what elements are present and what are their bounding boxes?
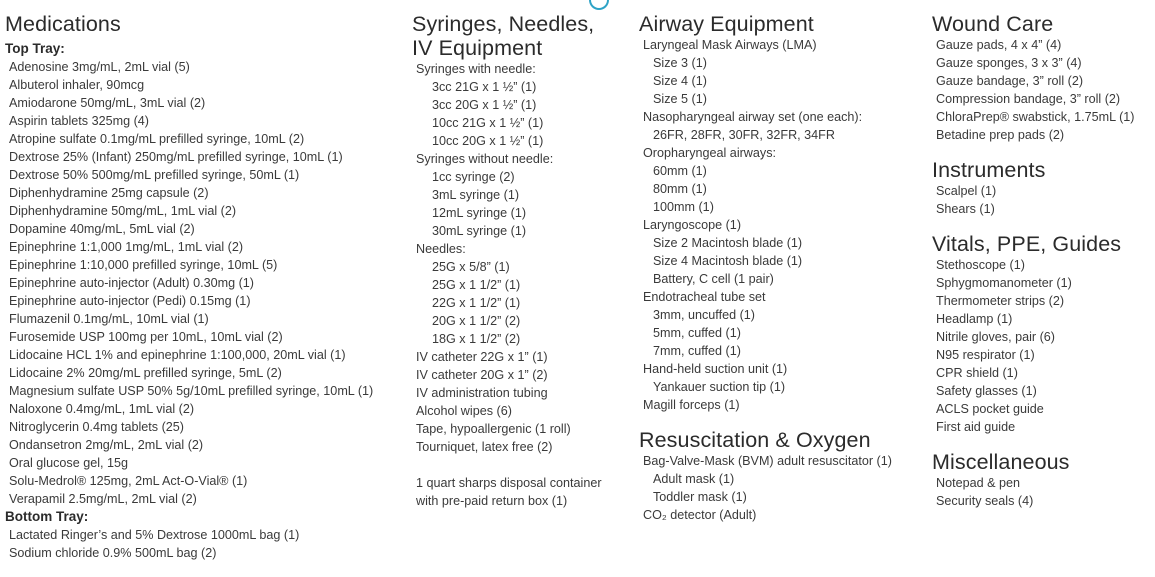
wound-care-column: [932, 12, 1152, 510]
list-item: Lactated Ringer’s and 5% Dextrose 1000mL bag (1): [9, 528, 300, 542]
list-item: Tape, hypoallergenic (1 roll): [416, 422, 571, 436]
list-item: Sodium chloride 0.9% 500mL bag (2): [9, 546, 217, 560]
list-item: CPR shield (1): [936, 366, 1018, 380]
list-item: 3mm, uncuffed (1): [653, 308, 755, 322]
list-item: Shears (1): [936, 202, 995, 216]
list-item: First aid guide: [936, 420, 1016, 434]
nasopharyngeal-label: Nasopharyngeal airway set (one each):: [643, 110, 863, 124]
wound-care-list: [932, 36, 1152, 144]
list-item: Size 4 (1): [653, 74, 707, 88]
list-item: Size 4 Macintosh blade (1): [653, 254, 803, 268]
list-item: 18G x 1 1/2” (2): [432, 332, 521, 346]
list-item: Gauze pads, 4 x 4” (4): [936, 38, 1062, 52]
syringes-list: [412, 60, 632, 456]
list-item: Toddler mask (1): [653, 490, 747, 504]
co2-detector-item: CO₂ detector (Adult): [643, 508, 757, 522]
list-item: Flumazenil 0.1mg/mL, 10mL vial (1): [9, 312, 209, 326]
list-item: Oral glucose gel, 15g: [9, 456, 129, 470]
list-item: Stethoscope (1): [936, 258, 1025, 272]
list-item: IV catheter 20G x 1” (2): [416, 368, 548, 382]
resuscitation-list: [639, 452, 929, 524]
list-item: Gauze bandage, 3” roll (2): [936, 74, 1084, 88]
list-item: 12mL syringe (1): [432, 206, 527, 220]
list-item: Safety glasses (1): [936, 384, 1037, 398]
list-item: 60mm (1): [653, 164, 707, 178]
list-item: Notepad & pen: [936, 476, 1021, 490]
list-item: Yankauer suction tip (1): [653, 380, 786, 394]
airway-list: [639, 36, 929, 414]
list-item: Solu-Medrol® 125mg, 2mL Act-O-Vial® (1): [9, 474, 248, 488]
misc-heading: Miscellaneous: [932, 450, 1070, 474]
medications-column: [5, 12, 405, 562]
list-item: Aspirin tablets 325mg (4): [9, 114, 149, 128]
list-item: Albuterol inhaler, 90mcg: [9, 78, 145, 92]
list-item: 25G x 5/8” (1): [432, 260, 510, 274]
top-tray-label: Top Tray:: [5, 41, 65, 56]
list-item: Epinephrine 1:1,000 1mg/mL, 1mL vial (2): [9, 240, 244, 254]
list-item: ACLS pocket guide: [936, 402, 1044, 416]
list-item: Nitroglycerin 0.4mg tablets (25): [9, 420, 184, 434]
top-tray-list: [5, 58, 405, 508]
vitals-heading: Vitals, PPE, Guides: [932, 232, 1122, 256]
list-item: Dextrose 25% (Infant) 250mg/mL prefilled syringe, 10mL (1): [9, 150, 343, 164]
list-item: 20G x 1 1/2” (2): [432, 314, 521, 328]
list-item: Tourniquet, latex free (2): [416, 440, 553, 454]
misc-list: [932, 474, 1152, 510]
list-item: Dextrose 50% 500mg/mL prefilled syringe, 50mL (1): [9, 168, 300, 182]
list-item: 80mm (1): [653, 182, 707, 196]
list-item: 10cc 21G x 1 ½” (1): [432, 116, 544, 130]
list-item: Security seals (4): [936, 494, 1034, 508]
sharps-line-1: 1 quart sharps disposal container: [416, 476, 602, 490]
list-item: 1cc syringe (2): [432, 170, 515, 184]
list-item: Size 2 Macintosh blade (1): [653, 236, 803, 250]
list-item: 100mm (1): [653, 200, 714, 214]
list-item: Betadine prep pads (2): [936, 128, 1065, 142]
laryngoscope-label: Laryngoscope (1): [643, 218, 742, 232]
bottom-tray-list: [5, 526, 405, 562]
syringes-column: [412, 12, 632, 510]
list-item: Sphygmomanometer (1): [936, 276, 1072, 290]
list-item: Furosemide USP 100mg per 10mL, 10mL vial (2): [9, 330, 283, 344]
list-item: IV catheter 22G x 1” (1): [416, 350, 548, 364]
airway-column: [639, 12, 929, 524]
list-item: Verapamil 2.5mg/mL, 2mL vial (2): [9, 492, 197, 506]
list-item: 30mL syringe (1): [432, 224, 527, 238]
list-item: 3mL syringe (1): [432, 188, 520, 202]
lma-label: Laryngeal Mask Airways (LMA): [643, 38, 817, 52]
list-item: Epinephrine auto-injector (Adult) 0.30mg (1): [9, 276, 255, 290]
list-item: ChloraPrep® swabstick, 1.75mL (1): [936, 110, 1135, 124]
list-item: 25G x 1 1/2” (1): [432, 278, 521, 292]
list-item: Adult mask (1): [653, 472, 735, 486]
list-item: Naloxone 0.4mg/mL, 1mL vial (2): [9, 402, 195, 416]
list-item: 22G x 1 1/2” (1): [432, 296, 521, 310]
list-item: 10cc 20G x 1 ½” (1): [432, 134, 544, 148]
title-fragment-decoration: [589, 0, 609, 10]
bottom-tray-label: Bottom Tray:: [5, 509, 89, 524]
list-item: N95 respirator (1): [936, 348, 1035, 362]
list-item: Battery, C cell (1 pair): [653, 272, 774, 286]
resuscitation-heading: Resuscitation & Oxygen: [639, 428, 871, 452]
endotracheal-label: Endotracheal tube set: [643, 290, 766, 304]
magill-item: Magill forceps (1): [643, 398, 740, 412]
list-item: 26FR, 28FR, 30FR, 32FR, 34FR: [653, 128, 835, 142]
list-item: Diphenhydramine 25mg capsule (2): [9, 186, 209, 200]
list-item: Lidocaine HCL 1% and epinephrine 1:100,000, 20mL vial (1): [9, 348, 346, 362]
list-item: Lidocaine 2% 20mg/mL prefilled syringe, 5mL (2): [9, 366, 282, 380]
instruments-list: [932, 182, 1152, 218]
list-item: Scalpel (1): [936, 184, 997, 198]
list-item: Amiodarone 50mg/mL, 3mL vial (2): [9, 96, 206, 110]
bvm-label: Bag-Valve-Mask (BVM) adult resuscitator (1): [643, 454, 892, 468]
list-item: Epinephrine auto-injector (Pedi) 0.15mg (1): [9, 294, 251, 308]
list-item: Ondansetron 2mg/mL, 2mL vial (2): [9, 438, 204, 452]
instruments-heading: Instruments: [932, 158, 1046, 182]
list-item: Magnesium sulfate USP 50% 5g/10mL prefilled syringe, 10mL (1): [9, 384, 374, 398]
medications-heading: Medications: [5, 12, 121, 36]
list-item: 7mm, cuffed (1): [653, 344, 741, 358]
oropharyngeal-label: Oropharyngeal airways:: [643, 146, 776, 160]
list-item: Adenosine 3mg/mL, 2mL vial (5): [9, 60, 190, 74]
suction-label: Hand-held suction unit (1): [643, 362, 788, 376]
list-item: Size 5 (1): [653, 92, 707, 106]
sharps-line-2: with pre-paid return box (1): [416, 494, 568, 508]
syringes-heading-line1: Syringes, Needles,: [412, 12, 595, 36]
syringes-heading-line2: IV Equipment: [412, 36, 543, 60]
vitals-list: [932, 256, 1152, 436]
list-item: Gauze sponges, 3 x 3” (4): [936, 56, 1082, 70]
list-item: Compression bandage, 3” roll (2): [936, 92, 1121, 106]
list-item: Dopamine 40mg/mL, 5mL vial (2): [9, 222, 195, 236]
airway-heading: Airway Equipment: [639, 12, 814, 36]
list-item: 3cc 21G x 1 ½” (1): [432, 80, 537, 94]
list-item: Alcohol wipes (6): [416, 404, 512, 418]
syringes-with-needle-label: Syringes with needle:: [416, 62, 536, 76]
list-item: Epinephrine 1:10,000 prefilled syringe, 10mL (5): [9, 258, 278, 272]
list-item: IV administration tubing: [416, 386, 548, 400]
list-item: Size 3 (1): [653, 56, 707, 70]
list-item: Headlamp (1): [936, 312, 1013, 326]
list-item: Thermometer strips (2): [936, 294, 1065, 308]
sharps-note: [412, 474, 632, 510]
list-item: 3cc 20G x 1 ½” (1): [432, 98, 537, 112]
list-item: Atropine sulfate 0.1mg/mL prefilled syringe, 10mL (2): [9, 132, 305, 146]
list-item: 5mm, cuffed (1): [653, 326, 741, 340]
list-item: Nitrile gloves, pair (6): [936, 330, 1055, 344]
syringes-without-needle-label: Syringes without needle:: [416, 152, 554, 166]
wound-care-heading: Wound Care: [932, 12, 1054, 36]
needles-label: Needles:: [416, 242, 466, 256]
list-item: Diphenhydramine 50mg/mL, 1mL vial (2): [9, 204, 237, 218]
